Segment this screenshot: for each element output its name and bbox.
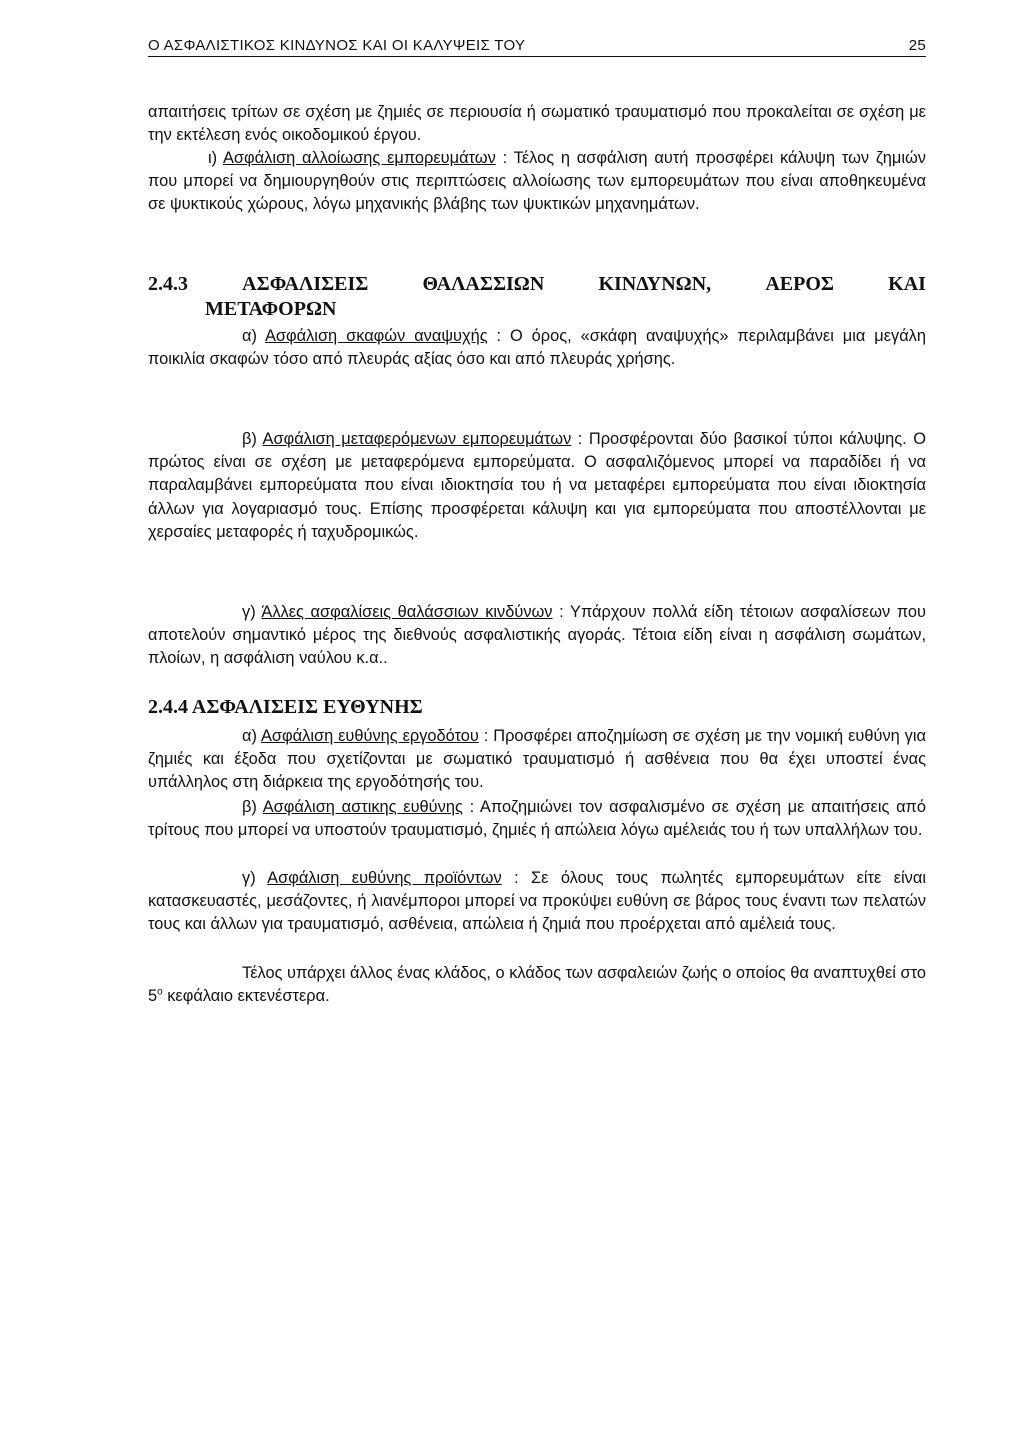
item-label: ι): [208, 149, 223, 167]
running-title: Ο ΑΣΦΑΛΙΣΤΙΚΟΣ ΚΙΝΔΥΝΟΣ ΚΑΙ ΟΙ ΚΑΛΥΨΕΙΣ ΤΟΥ: [148, 37, 526, 54]
item-label: β): [242, 430, 263, 448]
closing-text: Τέλος υπάρχει άλλος ένας κλάδος, ο κλάδος των ασφαλειών ζωής ο οποίος θα αναπτυχθεί στο 5: [148, 964, 926, 1006]
paragraph-item-c: [148, 601, 926, 671]
section-heading-2-4-3: [148, 272, 926, 322]
item-term: Ασφάλιση αλλοίωσης εμπορευμάτων: [222, 149, 496, 167]
item-text: : Αποζημιώνει τον ασφαλισμένο σε σχέση με απαιτήσεις από τρίτους που μπορεί να υποστούν τραυματισμό, ζημιές ή απώλεια λόγω αμέλειάς του ή των υπαλλήλων του.: [148, 798, 926, 840]
item-term: Ασφάλιση μεταφερόμενων εμπορευμάτων: [262, 430, 572, 448]
paragraph-text: απαιτήσεις τρίτων σε σχέση με ζημιές σε περιουσία ή σωματικό τραυματισμό που προκαλείται σε σχέση με την εκτέλεση ενός οικοδομικού έργου.: [148, 103, 926, 145]
section-heading-2-4-4: [148, 695, 926, 720]
item-label: α): [242, 327, 265, 345]
page-number: 25: [908, 37, 926, 54]
item-term: Ασφάλιση ευθύνης προϊόντων: [267, 869, 502, 887]
paragraph-item-b: [148, 428, 926, 544]
item-text: : Σε όλους τους πωλητές εμπορευμάτων είτε είναι κατασκευαστές, μεσάζοντες, ή λιανέμποροι μπορεί να προκύψει ευθύνη σε βάρος τους έναντι των πελατών τους και άλλων για τραυματισμό, ασθένεια, απώλεια ή ζημιά που προέρχεται από αμέλειά τους.: [148, 869, 926, 934]
paragraph-closing: [148, 962, 926, 1008]
item-term: Άλλες ασφαλίσεις θαλάσσιων κινδύνων: [261, 603, 553, 621]
paragraph-continuation: [148, 101, 926, 147]
running-header: [148, 37, 926, 57]
item-term: Ασφάλιση σκαφών αναψυχής: [264, 327, 488, 345]
paragraph-item-b: [148, 796, 926, 842]
item-label: α): [242, 727, 261, 745]
heading-word: ΑΣΦΑΛΙΣΕΙΣ: [242, 273, 369, 295]
item-label: β): [242, 798, 263, 816]
item-text: : Ο όρος, «σκάφη αναψυχής» περιλαμβάνει μια μεγάλη ποικιλία σκαφών τόσο από πλευράς αξίας όσο και από πλευράς χρήσης.: [148, 327, 926, 369]
heading-word: ΘΑΛΑΣΣΙΩΝ: [422, 273, 545, 295]
heading-word: ΚΑΙ: [888, 273, 926, 295]
item-term: Ασφάλιση ευθύνης εργοδότου: [260, 727, 479, 745]
item-label: γ): [242, 869, 268, 887]
superscript: ο: [157, 986, 163, 998]
heading-word: ΚΙΝΔΥΝΩΝ,: [598, 273, 712, 295]
item-text: : Υπάρχουν πολλά είδη τέτοιων ασφαλίσεων που αποτελούν σημαντικό μέρος της διεθνούς ασφαλιστικής αγοράς. Τέτοια είδη είναι η ασφάλιση σωμάτων, πλοίων, η ασφάλιση ναύλου κ.α..: [148, 603, 926, 668]
heading-title: ΑΣΦΑΛΙΣΕΙΣ ΕΥΘΥΝΗΣ: [191, 696, 423, 718]
paragraph-item-a: [148, 325, 926, 371]
item-text: : Τέλος η ασφάλιση αυτή προσφέρει κάλυψη των ζημιών που μπορεί να δημιουργηθούν στις περιπτώσεις αλλοίωσης των εμπορευμάτων που είναι αποθηκευμένα σε ψυκτικούς χώρους, λόγω μηχανικής βλάβης των ψυκτικών μηχανημάτων.: [148, 149, 926, 214]
heading-line-2: ΜΕΤΑΦΟΡΩΝ: [205, 298, 337, 320]
paragraph-item-a: [148, 725, 926, 795]
paragraph-item-i: [148, 147, 926, 217]
paragraph-item-c: [148, 867, 926, 937]
item-text: : Προσφέρονται δύο βασικοί τύποι κάλυψης. Ο πρώτος είναι σε σχέση με μεταφερόμενα εμπορεύματα. Ο ασφαλιζόμενος μπορεί να παραδίδει ή να παραλαμβάνει εμπορεύματα που είναι ιδιοκτησία του ή να μεταφέρει εμπορεύματα που είναι ιδιοκτησία άλλων για λογαριασμό τους. Επίσης προσφέρεται κάλυψη και για εμπορεύματα που αποστέλλονται με χερσαίες μεταφορές ή ταχυδρομικώς.: [148, 430, 926, 541]
heading-word: ΑΕΡΟΣ: [765, 273, 834, 295]
item-label: γ): [242, 603, 262, 621]
item-text: : Προσφέρει αποζημίωση σε σχέση με την νομική ευθύνη για ζημιές και έξοδα που σχετίζονται με σωματικό τραυματισμό ή ασθένεια που θα έχει υποστεί ένας υπάλληλος στη διάρκεια της εργοδότησής του.: [148, 727, 926, 792]
heading-number: 2.4.3: [148, 273, 188, 295]
heading-number: 2.4.4: [148, 696, 188, 718]
closing-text-end: κεφάλαιο εκτενέστερα.: [162, 987, 330, 1006]
item-term: Ασφάλιση αστικης ευθύνης: [262, 798, 463, 816]
